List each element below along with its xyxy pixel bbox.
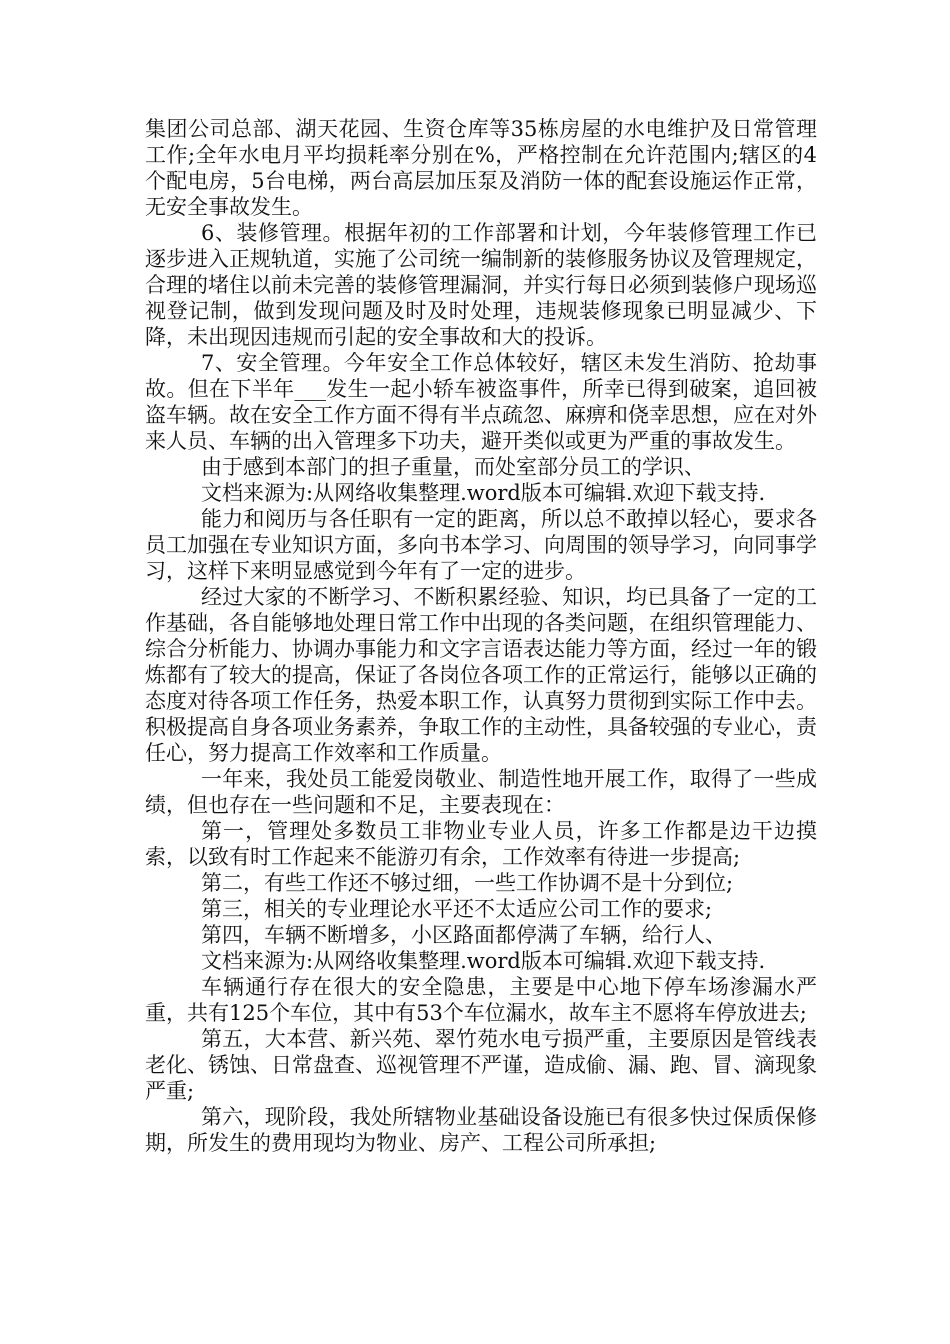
paragraph-safety-management: 7、安全管理。今年安全工作总体较好，辖区未发生消防、抢劫事故。但在下半年___发生一起小轿车被盗事件，所幸已得到破案，追回被盗车辆。故在安全工作方面不得有半点疏忽、麻痹和侥幸思想，应在对外来人员、车辆的出入管理多下功夫，避开类似或更为严重的事故发生。: [145, 351, 817, 453]
paragraph-department-burden: 由于感到本部门的担子重量，而处室部分员工的学识、: [201, 455, 705, 479]
paragraph-staff-ability: 能力和阅历与各任职有一定的距离，所以总不敢掉以轻心，要求各员工加强在专业知识方面，多向书本学习、向周围的领导学习，向同事学习，这样下来明显感觉到今年有了一定的进步。: [145, 507, 817, 583]
paragraph-problem-sixth: 第六，现阶段，我处所辖物业基础设备设施已有很多快过保质保修期，所发生的费用现均为物业、房产、工程公司所承担;: [145, 1105, 817, 1155]
paragraph-problem-fourth: 第四，车辆不断增多，小区路面都停满了车辆，给行人、: [201, 923, 726, 947]
paragraph-parking-hazard: 车辆通行存在很大的安全隐患，主要是中心地下停车场渗漏水严重，共有125个车位，其中有53个车位漏水，故车主不愿将车停放进去;: [145, 975, 817, 1025]
paragraph-learning-progress: 经过大家的不断学习、不断积累经验、知识，均已具备了一定的工作基础，各自能够地处理日常工作中出现的各类问题，在组织管理能力、综合分析能力、协调办事能力和文字言语表达能力等方面，经过一年的锻炼都有了较大的提高，保证了各岗位各项工作的正常运行，能够以正确的态度对待各项工作任务，热爱本职工作，认真努力贯彻到实际工作中去。积极提高自身各项业务素养，争取工作的主动性，具备较强的专业心，责任心，努力提高工作效率和工作质量。: [145, 585, 817, 765]
paragraph-problem-second: 第二，有些工作还不够过细，一些工作协调不是十分到位;: [201, 871, 734, 895]
paragraph-renovation-management: 6、装修管理。根据年初的工作部署和计划，今年装修管理工作已逐步进入正规轨道，实施了公司统一编制新的装修服务协议及管理规定，合理的堵住以前未完善的装修管理漏洞，并实行每日必须到装修户现场巡视登记制，做到发现问题及时及时处理，违规装修现象已明显减少、下降，未出现因违规而引起的安全事故和大的投诉。: [145, 221, 817, 349]
paragraph-problem-fifth: 第五，大本营、新兴苑、翠竹苑水电亏损严重，主要原因是管线表老化、锈蚀、日常盘查、巡视管理不严谨，造成偷、漏、跑、冒、滴现象严重;: [145, 1027, 817, 1103]
paragraph-year-summary: 一年来，我处员工能爱岗敬业、制造性地开展工作，取得了一些成绩，但也存在一些问题和不足，主要表现在：: [145, 767, 817, 817]
source-note: 文档来源为:从网络收集整理.word版本可编辑.欢迎下载支持.: [201, 949, 766, 973]
paragraph-problem-third: 第三，相关的专业理论水平还不太适应公司工作的要求;: [201, 897, 713, 921]
source-note: 文档来源为:从网络收集整理.word版本可编辑.欢迎下载支持.: [201, 481, 766, 505]
document-body: [145, 116, 817, 1156]
paragraph-problem-first: 第一，管理处多数员工非物业专业人员，许多工作都是边干边摸索，以致有时工作起来不能游刃有余，工作效率有待进一步提高;: [145, 819, 817, 869]
paragraph-utilities-maintenance: 集团公司总部、湖天花园、生资仓库等35栋房屋的水电维护及日常管理工作;全年水电月平均损耗率分别在%，严格控制在允许范围内;辖区的4个配电房，5台电梯，两台高层加压泵及消防一体的配套设施运作正常，无安全事故发生。: [145, 117, 817, 219]
